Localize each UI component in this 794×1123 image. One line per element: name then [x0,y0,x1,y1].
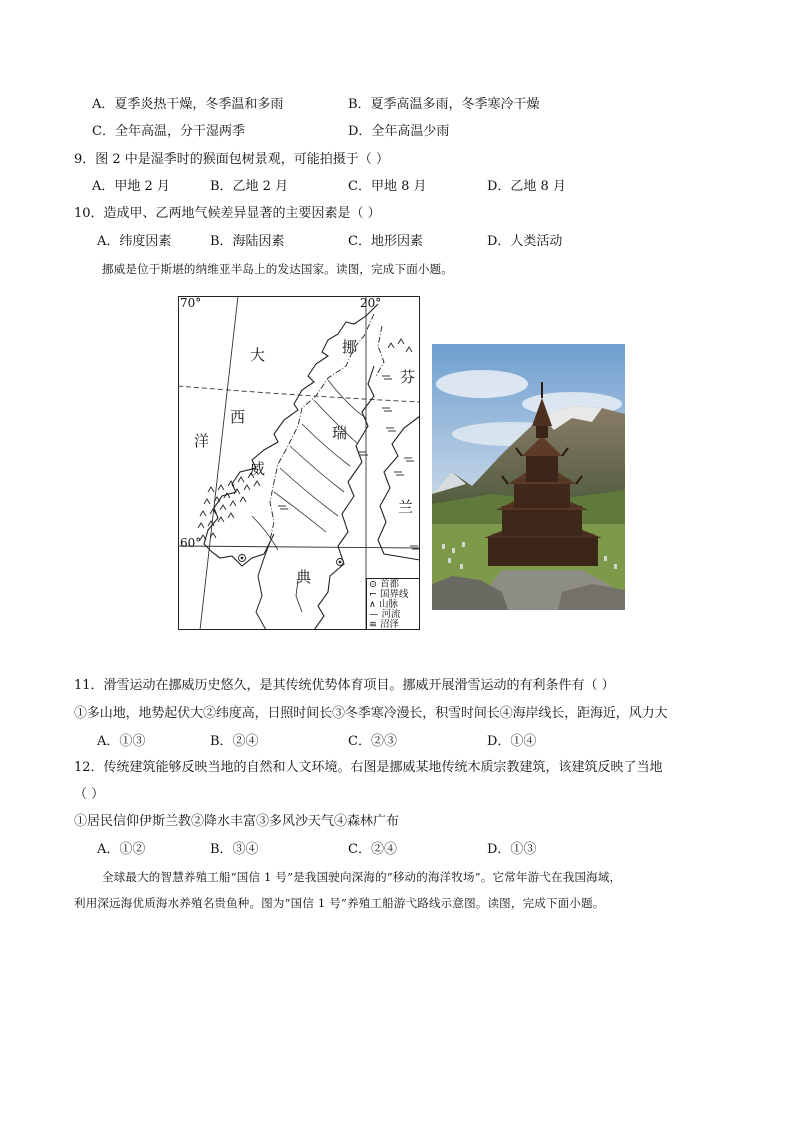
q9-stem: 9．图 2 中是湿季时的猴面包树景观，可能拍摄于（ ） [74,152,389,167]
label-rui: 瑞 [332,424,348,442]
q12-stem-end: （ ） [74,787,105,802]
q10-stem: 10．造成甲、乙两地气候差异显著的主要因素是（ ） [74,206,381,221]
q9-option-d: D．乙地 8 月 [487,179,566,194]
map-legend [366,578,420,630]
q8-option-a: A．夏季炎热干燥，冬季温和多雨 [92,97,284,112]
q9-option-b: B．乙地 2 月 [210,179,289,194]
q8-option-c: C．全年高温，分干湿两季 [92,124,245,139]
q11-option-d: D．①④ [487,734,537,749]
q11-stem: 11．滑雪运动在挪威历史悠久，是其传统优势体育项目。挪威开展滑雪运动的有利条件有（ ） [74,678,615,693]
ship-intro-line1: 全球最大的智慧养殖工船“国信 1 号”是我国驶向深海的“移动的海洋牧场”。它常年游弋在我国海域， [102,870,622,884]
q8-option-b: B．夏季高温多雨，冬季寒冷干燥 [348,97,540,112]
q10-option-b: B．海陆因素 [210,234,285,249]
legend-capital: 首都 [380,579,400,590]
label-nuo: 挪 [342,338,358,356]
q10-option-c: C．地形因素 [348,234,423,249]
ship-intro-line2: 利用深远海优质海水养殖名贵鱼种。图为“国信 1 号”养殖工船游弋路线示意图。读图，完成下面小题。 [74,896,605,910]
lat-60-label: 60° [180,536,202,550]
q11-option-a: A．①③ [97,734,146,749]
scandinavia-map [178,296,420,630]
q12-option-c: C．②④ [348,842,397,857]
q12-option-b: B．③④ [210,842,259,857]
q9-option-c: C．甲地 8 月 [348,179,427,194]
label-yang: 洋 [194,432,210,450]
legend-swamp: 沼泽 [380,619,400,630]
label-wei: 威 [250,460,266,478]
lat-70-label: 70° [180,296,202,310]
label-da: 大 [250,346,266,364]
q9-option-a: A．甲地 2 月 [92,179,170,194]
lon-20-label: 20° [360,296,382,310]
q12-option-d: D．①③ [487,842,537,857]
q11-option-b: B．②④ [210,734,259,749]
q11-statements: ①多山地，地势起伏大②纬度高，日照时间长③冬季寒冷漫长，积雪时间长④海岸线长，距海近，风力大 [74,706,668,721]
border-legend-icon: ⌐ [369,589,377,600]
river-legend-icon: — [369,609,379,620]
label-fen: 芬 [400,368,416,386]
label-dian: 典 [296,568,312,586]
q10-option-a: A．纬度因素 [97,234,172,249]
capital-legend-icon: ⊙ [369,579,377,590]
legend-mountain: 山脉 [379,599,399,610]
mountain-legend-icon: ∧ [369,599,376,610]
norway-intro: 挪威是位于斯堪的纳维亚半岛上的发达国家。读图，完成下面小题。 [102,262,453,276]
q11-option-c: C．②③ [348,734,397,749]
q10-option-d: D．人类活动 [487,234,563,249]
stave-church-photo [432,344,625,610]
legend-border: 国界线 [380,589,409,600]
legend-river: 河流 [381,609,401,620]
q12-option-a: A．①② [97,842,146,857]
label-lan: 兰 [398,498,414,516]
q12-stem: 12．传统建筑能够反映当地的自然和人文环境。右图是挪威某地传统木质宗教建筑，该建筑反映了当地 [74,760,663,775]
swamp-legend-icon: ≡ [369,619,377,630]
label-xi: 西 [230,408,246,426]
q8-option-d: D．全年高温少雨 [348,124,450,139]
q12-statements: ①居民信仰伊斯兰教②降水丰富③多风沙天气④森林广布 [74,814,400,829]
